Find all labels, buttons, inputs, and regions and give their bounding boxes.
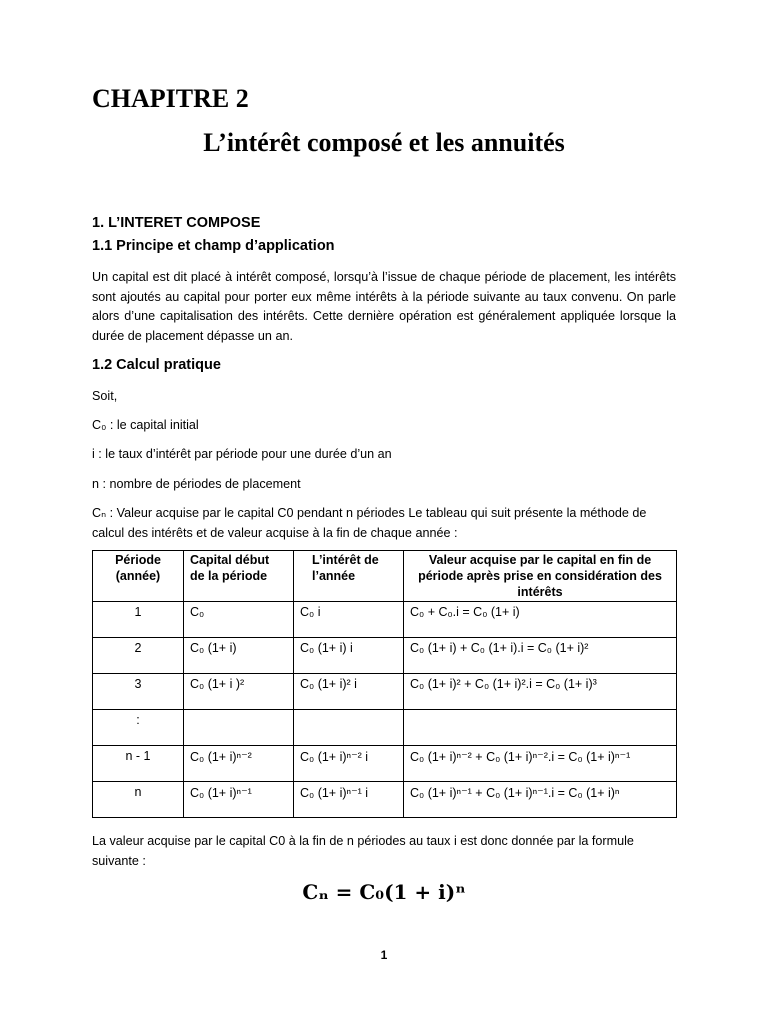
cell-periode: 3 <box>93 674 184 710</box>
chapter-heading: CHAPITRE 2 <box>92 84 249 113</box>
definition-c0 <box>92 416 199 436</box>
table-row <box>93 638 677 674</box>
cell-interet <box>294 710 404 746</box>
page-number: 1 <box>380 948 388 962</box>
interest-table <box>92 550 677 818</box>
definition-cn <box>92 504 676 543</box>
cell-interet: C₀ (1+ i)² i <box>294 674 404 710</box>
cell-interet: C₀ (1+ i)ⁿ⁻¹ i <box>294 782 404 818</box>
cell-valeur: C₀ (1+ i)ⁿ⁻¹ + C₀ (1+ i)ⁿ⁻¹.i = C₀ (1+ i)ⁿ <box>404 782 677 818</box>
section-heading-1: 1. L’INTERET COMPOSE <box>92 215 261 231</box>
cell-valeur: C₀ (1+ i)² + C₀ (1+ i)².i = C₀ (1+ i)³ <box>404 674 677 710</box>
cell-periode: n - 1 <box>93 746 184 782</box>
section-heading-1-1: 1.1 Principe et champ d’application <box>92 238 335 254</box>
cell-valeur: C₀ (1+ i) + C₀ (1+ i).i = C₀ (1+ i)² <box>404 638 677 674</box>
cell-interet: C₀ (1+ i)ⁿ⁻² i <box>294 746 404 782</box>
table-row <box>93 782 677 818</box>
definition-c0-text: : le capital initial <box>106 418 199 432</box>
cell-capital: C₀ (1+ i)ⁿ⁻² <box>184 746 294 782</box>
cell-periode: 1 <box>93 602 184 638</box>
cell-valeur: C₀ (1+ i)ⁿ⁻² + C₀ (1+ i)ⁿ⁻².i = C₀ (1+ i)ⁿ⁻¹ <box>404 746 677 782</box>
cell-capital: C₀ (1+ i)ⁿ⁻¹ <box>184 782 294 818</box>
section-heading-1-2: 1.2 Calcul pratique <box>92 357 221 373</box>
cell-valeur <box>404 710 677 746</box>
table-row <box>93 710 677 746</box>
table-row <box>93 602 677 638</box>
cell-interet: C₀ i <box>294 602 404 638</box>
table-row <box>93 674 677 710</box>
formula-valeur-acquise: Cₙ = C₀(1 + i)ⁿ <box>302 880 466 904</box>
header-interet: L’intérêt de l’année <box>294 551 404 602</box>
cell-capital: C₀ (1+ i) <box>184 638 294 674</box>
cell-periode: 2 <box>93 638 184 674</box>
cell-capital <box>184 710 294 746</box>
paragraph-soit: Soit, <box>92 389 118 403</box>
chapter-title: L’intérêt composé et les annuités <box>203 128 565 157</box>
cell-periode: : <box>93 710 184 746</box>
paragraph-formule-intro: La valeur acquise par le capital C0 à la fin de n périodes au taux i est donc donnée par la formule suivante : <box>92 834 634 868</box>
definition-cn-symbol: Cₙ <box>92 506 107 520</box>
table-row <box>93 746 677 782</box>
cell-capital: C₀ <box>184 602 294 638</box>
definition-cn-text: : Valeur acquise par le capital C0 pendant n périodes Le tableau qui suit présente la méthode de calcul des intérêts et de valeur acquise à la fin de chaque année : <box>92 506 647 540</box>
definition-n: n : nombre de périodes de placement <box>92 477 301 491</box>
paragraph-principe: Un capital est dit placé à intérêt composé, lorsqu’à l’issue de chaque période de placement, les intérêts sont ajoutés au capital pour porter eux même intérêts à la période suivante au taux convenu. On parle alors d’une capitalisation des intérêts. Cette dernière opération est généralement appliquée lorsque la durée de placement dépasse un an. <box>92 270 676 343</box>
header-valeur-acquise: Valeur acquise par le capital en fin de période après prise en considération des intérêts <box>404 551 677 602</box>
definition-i: i : le taux d’intérêt par période pour une durée d’un an <box>92 447 392 461</box>
header-capital: Capital début de la période <box>184 551 294 602</box>
cell-valeur: C₀ + C₀.i = C₀ (1+ i) <box>404 602 677 638</box>
definition-c0-symbol: C₀ <box>92 418 107 432</box>
cell-periode: n <box>93 782 184 818</box>
table-header-row <box>93 551 677 602</box>
cell-interet: C₀ (1+ i) i <box>294 638 404 674</box>
header-periode: Période (année) <box>93 551 184 602</box>
cell-capital: C₀ (1+ i )² <box>184 674 294 710</box>
